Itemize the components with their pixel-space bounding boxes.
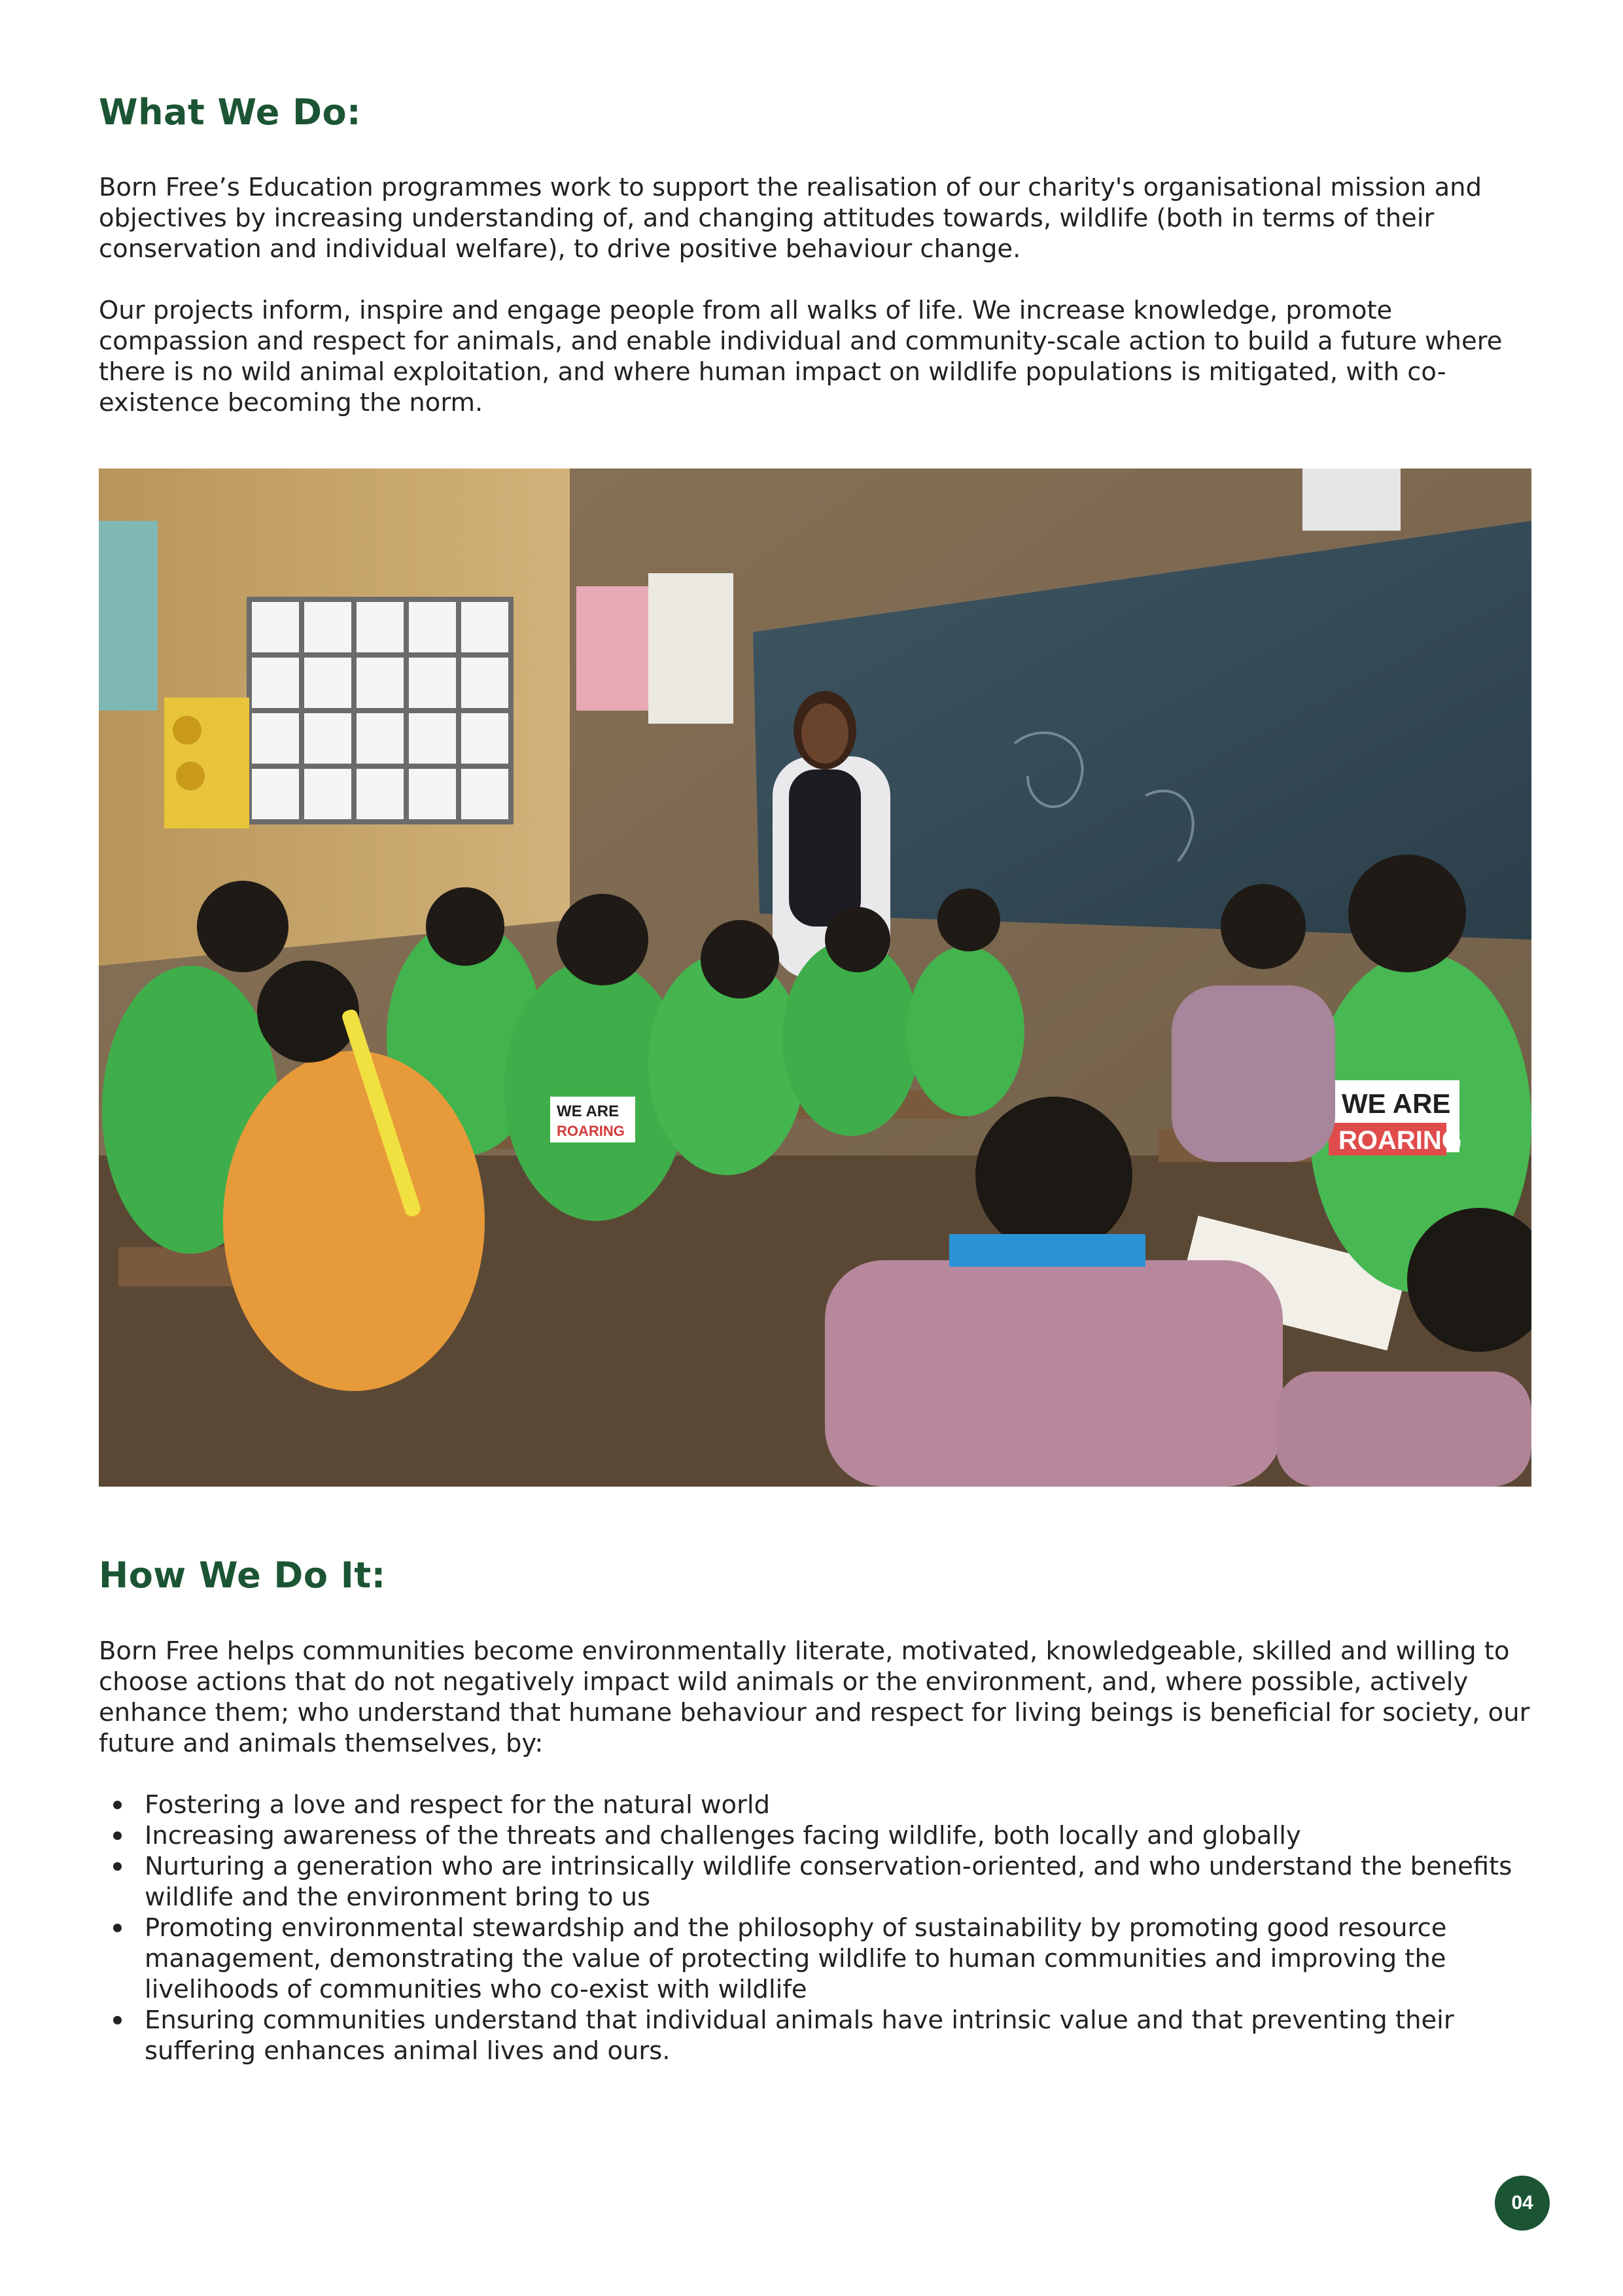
- list-item: Fostering a love and respect for the natural world: [99, 1790, 1531, 1820]
- how-we-do-it-intro: Born Free helps communities become environmentally literate, motivated, knowledgeable, skilled and willing to choose actions that do not negatively impact wild animals or the environment, and, where possible, actively enhance them; who understand that humane behaviour and respect for living beings is beneficial for society, our future and animals themselves, by:: [99, 1636, 1530, 1758]
- classroom-photo: [99, 468, 1531, 1487]
- white-poster: [648, 573, 733, 724]
- poster-left: [99, 521, 158, 711]
- how-we-do-it-list: [99, 1790, 1531, 2066]
- bullet-icon: [113, 1831, 122, 1840]
- faces-poster: [164, 698, 249, 828]
- shirt-text-1: WE ARE: [1342, 1088, 1451, 1119]
- pink-poster: [576, 586, 648, 711]
- list-item: Promoting environmental stewardship and the philosophy of sustainability by promoting good resource management, demonstrating the value of protecting wildlife to human communities and improving the livelihoods of communities who co-exist with wildlife: [99, 1913, 1531, 2005]
- bullet-icon: [113, 1801, 122, 1809]
- list-item: Increasing awareness of the threats and challenges facing wildlife, both locally and globally: [99, 1820, 1531, 1851]
- bullet-icon: [113, 1924, 122, 1932]
- shirt-text-3: WE ARE: [557, 1103, 620, 1120]
- chart-poster: [1302, 468, 1401, 531]
- bullet-icon: [113, 2016, 122, 2024]
- what-we-do-heading: What We Do:: [99, 92, 362, 133]
- what-we-do-paragraph-1: Born Free’s Education programmes work to support the realisation of our charity's organisational mission and objectives by increasing understanding of, and changing attitudes towards, wildlife (both in terms of their conservation and individual welfare), to drive positive behaviour change.: [99, 173, 1482, 264]
- page-number-badge: 04: [1495, 2176, 1550, 2231]
- list-item: Nurturing a generation who are intrinsically wildlife conservation-oriented, and who understand the benefits wildlife and the environment bring to us: [99, 1851, 1531, 1913]
- what-we-do-paragraph-2: Our projects inform, inspire and engage people from all walks of life. We increase knowledge, promote compassion and respect for animals, and enable individual and community-scale action to build a future where there is no wild animal exploitation, and where human impact on wildlife populations is mitigated, with co-existence becoming the norm.: [99, 296, 1503, 417]
- bullet-icon: [113, 1862, 122, 1871]
- shirt-text-2: ROARING: [1338, 1126, 1462, 1155]
- shirt-text-4: ROARING: [557, 1123, 625, 1139]
- window: [249, 599, 511, 822]
- list-item: Ensuring communities understand that individual animals have intrinsic value and that preventing their suffering enhances animal lives and ours.: [99, 2005, 1531, 2066]
- how-we-do-it-heading: How We Do It:: [99, 1555, 386, 1596]
